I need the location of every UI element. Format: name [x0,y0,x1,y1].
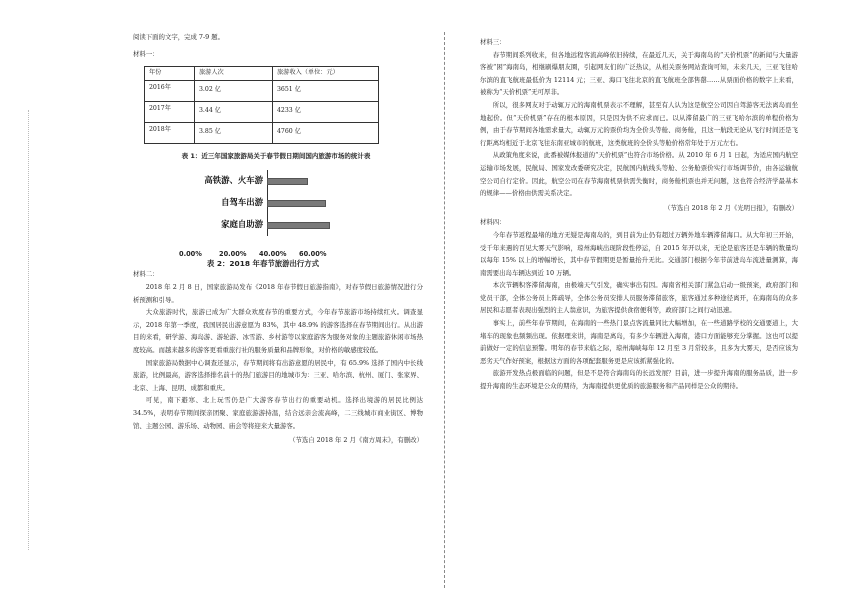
tourism-stats-table [144,66,379,144]
table-cell-visits: 3.44 亿 [195,101,273,122]
table-header: 旅游收入（单位：元） [273,67,379,81]
travel-mode-bar-chart [133,168,423,269]
material-1-label: 材料一： [133,49,159,58]
table-cell-year: 2016年 [145,80,195,101]
axis-tick-label: 20.00% [219,250,247,259]
table-row [145,122,379,143]
material-2-paragraph: 国家旅游局数据中心调查还显示，春节期间将有出游意愿的居民中，有 65.9% 选择了国内中长线旅游，比例最高，游客选择排名前十的热门旅游目的地城市为：三亚、哈尔滨、杭州、厦门、张家界、北京、上海、昆明、成都和重庆。 [133,358,423,392]
material-4-paragraph: 今年春节返程最堵的地方无疑是海南岛的，到目前为止仍有超过万辆外地车辆滞留海口。从大年初三开始，受千年来遇的百见大雾天气影响，琼州海峡出现阶段性停运，自 2015 年开以来，无论是旅客还是车辆的数量均以每年 15% 以上的增幅增长，其中春节假期更是暂量抬升无比。交通部门根据今年节前进岛车流进量测算，海南需要出岛车辆达到近 10 万辆。 [480,230,798,277]
column-divider [444,32,445,588]
table-header: 旅游人次 [195,67,273,81]
axis-tick-label: 60.00% [299,250,327,259]
table-1-caption: 表 1：近三年国家旅游局关于春节假日期间国内旅游市场的统计表 [181,151,371,160]
table-cell-income: 3651 亿 [273,80,379,101]
bar-category-label: 自驾车出游 [221,197,263,208]
material-2-source: （节选自 2018 年 2 月《南方周末》，有删改） [289,436,423,445]
material-3-paragraph: 从政策角度来说，此番被媒体报道的“天价机票”也符合市场价格。从 2010 年 6 月 1 日起，为适应国内航空运输市场发展，民航局、国家发改委研究决定，民航国内航线头等舱、公务舱票价实行市场调节价，由各运输航空公司自行定价。因此，航空公司在春节海南机票供需失衡时，商务舱机票也并无问题，这也符合经济学最基本的规律——价格由供需关系决定。 [480,151,798,198]
material-2-label: 材料二： [133,270,159,279]
material-2-paragraph: 2018 年 2 月 8 日，国家旅游局发布《2018 年春节假日旅游指南》，对春节假日旅游情况进行分析预测和引导。 [133,282,423,304]
material-4-paragraph: 本次节辆积客滞留海南，由极端天气引发，确实事出有因。海南省相关部门紧急启动一级预案，政府部门和党员干部，全体公务员上阵疏导，全体公务员安排人员服务滞留旅客，旅客通过多种途径离开，在海南岛的众多居民和志愿者表现出强烈的主人翁意识，为旅客提供食宿便利等，政府部门之间行动迅速。 [480,281,798,315]
bar [267,200,326,207]
axis-tick-label: 40.00% [259,250,287,259]
bar [267,178,308,185]
bar-category-label: 高铁游、火车游 [204,175,263,186]
left-column [133,31,423,447]
table-cell-visits: 3.85 亿 [195,122,273,143]
material-3-label: 材料三： [480,38,506,46]
table-cell-year: 2018年 [145,122,195,143]
bar-category-label: 家庭自助游 [221,219,263,230]
material-2-paragraph: 可见，南下避寒、北上玩雪仍是广大游客春节出行的重要动机。选择出境游的居民比例达 34.5%，表明春节期间探亲团聚、家庭旅游游持温，结合远亲会流高峰，二三线城市商业街区、博物馆、主题公园、游乐场、动物园、庙会等将迎来大量游客。 [133,396,423,430]
table-header: 年份 [145,67,195,81]
material-3-paragraph: 所以，很多网友对于动辄万元的海南机票表示不理解，甚至有人认为这是航空公司因自驾游客无法离岛而坐地起价。但“天价机票”存在的根本原因，只是因为供不应求而已。以从滞留最广的三亚飞哈尔滨的单程价格为例，由于春节期间各地需求量大，动辄万元的票价均为全价头等舱、商务舱，且这一航段无论从飞行时间还是飞行距离均相近于北京飞往东南亚城市的航班，这类航班的全价头等舱价格常年处于万元左右。 [480,100,798,147]
material-4-paragraph: 旅游开发热点极面临的问题，但是不是符合海南岛的长远发展？目前，进一步提升海南的服务品质，进一步提升海南的生态环境是公众的期待，为海南提供更优质的旅游服务和产品同样是公众的期待。 [480,369,798,391]
material-3-source: （节选自 2018 年 2 月《光明日报》，有删改） [664,203,798,212]
table-cell-visits: 3.02 亿 [195,80,273,101]
table-2-caption: 表 2：2018 年春节旅游出行方式 [206,259,320,269]
binding-line [28,110,29,550]
bar [267,222,330,229]
material-3-paragraph: 春节期间系列收来，但各地远程客流高峰依旧持续，在最近几天，关于海南岛的“天价机票”的新闻与大量游客被“困”海南岛，相继刷爆朋友圈，引起网友们的广泛热议，从相关票务网站查询可知，未来几天，三亚飞往哈尔滨的直飞航班最低价为 12114 元；三亚、海口飞往北京的直飞航班全部售罄……从票面价格的数字上来看，被称为“天价机票”无可厚非。 [480,50,798,97]
table-cell-income: 4760 亿 [273,122,379,143]
table-row [145,101,379,122]
table-cell-year: 2017年 [145,101,195,122]
table-header-row [145,67,379,81]
axis-tick-label: 0.00% [179,250,202,259]
instructions: 阅读下面的文字，完成 7-9 题。 [133,33,225,41]
material-2-paragraph: 大众旅游时代，旅游已成为广大群众欢度春节的重要方式，今年春节旅游市场持续红火。调查显示，2018 年第一季度，我国居民出游意愿为 83%，其中 48.9% 的游客选择在春节期间出行。从出游目的来看，研学游、海岛游、游轮游、冰雪游、乡村游等以家庭游客为服务对象的主题旅游休闲市场热度较高。而越来越多的游客更看重旅行社的服务质量和品牌形象，对价格的敏感度较低。 [133,308,423,354]
right-column [480,36,798,393]
material-4-label: 材料四： [480,218,506,227]
table-cell-income: 4233 亿 [273,101,379,122]
table-row [145,80,379,101]
material-4-paragraph: 事实上，前些年春节期间，在海南的一些热门景点客流量同比大幅增加，在一些道路学校的交通要道上，大堵车的现象也频频出现。依据理来讲，海南是离岛，有多少车辆进入海南，港口方面能够充分掌握。这也可以提前做好一定的信息预警。明年的春节来临之际，琼州海峡每年 12 月至 3 月常较多，且多为大雾天，是否应该为恶劣天气作好预案，根据这方面的各项配套服务更是应该抓紧强化的。 [480,319,798,365]
